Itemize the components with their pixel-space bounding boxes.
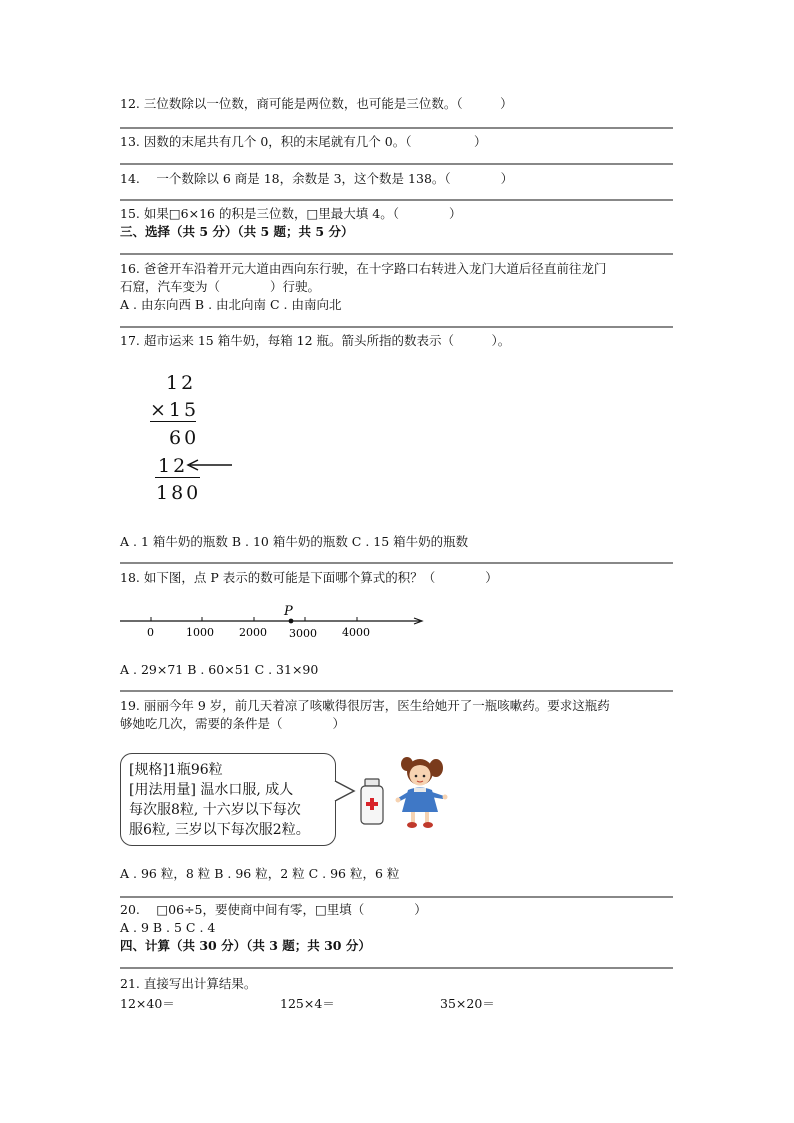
question-21: 21. 直接写出计算结果。 xyxy=(120,976,257,991)
number-line xyxy=(118,600,428,642)
divider xyxy=(120,326,673,328)
question-19-options: A . 96 粒，8 粒 B . 96 粒，2 粒 C . 96 粒，6 粒 xyxy=(120,866,400,881)
girl-illustration xyxy=(394,752,456,832)
question-20-options: A . 9 B . 5 C . 4 xyxy=(120,920,216,935)
divider xyxy=(120,896,673,898)
medicine-instructions-bubble xyxy=(120,753,336,846)
calc-exercise: 125×4＝ xyxy=(280,996,335,1011)
calc-underline xyxy=(150,421,196,422)
calc-row-product: 180 xyxy=(156,482,202,504)
divider xyxy=(120,967,673,969)
bubble-line: 服6粒, 三岁以下每次服2粒。 xyxy=(129,822,310,838)
medicine-bottle-icon xyxy=(358,778,388,826)
question-19-line1: 19. 丽丽今年 9 岁，前几天着凉了咳嗽得很厉害，医生给她开了一瓶咳嗽药。要求这瓶药 xyxy=(120,698,610,713)
calc-row-partial1: 60 xyxy=(169,427,200,449)
calc-row-partial2: 12 xyxy=(158,455,189,477)
calc-row-factor2: ×15 xyxy=(150,399,200,421)
question-16-line1: 16. 爸爸开车沿着开元大道由西向东行驶，在十字路口右转进入龙门大道后径直前往龙门 xyxy=(120,261,607,276)
tick-label: 4000 xyxy=(342,626,370,639)
point-p-marker xyxy=(289,619,294,624)
divider xyxy=(120,562,673,564)
calc-row-factor1: 12 xyxy=(166,372,197,394)
divider xyxy=(120,163,673,165)
bubble-line: [用法用量] 温水口服, 成人 xyxy=(129,782,294,798)
divider xyxy=(120,253,673,255)
tick-label: 1000 xyxy=(186,626,214,639)
calc-exercise: 12×40＝ xyxy=(120,996,175,1011)
calc-underline xyxy=(155,477,200,478)
section-heading-calculation: 四、计算（共 30 分）（共 3 题；共 30 分） xyxy=(120,938,371,953)
tick-label: 3000 xyxy=(289,627,317,640)
question-17-options: A . 1 箱牛奶的瓶数 B . 10 箱牛奶的瓶数 C . 15 箱牛奶的瓶数 xyxy=(120,534,469,549)
question-12: 12. 三位数除以一位数，商可能是两位数，也可能是三位数。（ ） xyxy=(120,96,513,111)
question-16-options: A . 由东向西 B . 由北向南 C . 由南向北 xyxy=(120,297,342,312)
question-17: 17. 超市运来 15 箱牛奶，每箱 12 瓶。箭头所指的数表示（ ）。 xyxy=(120,333,511,348)
point-label: P xyxy=(284,604,293,619)
question-14: 14. 一个数除以 6 商是 18，余数是 3，这个数是 138。（ ） xyxy=(120,171,514,186)
divider xyxy=(120,690,673,692)
question-18: 18. 如下图，点 P 表示的数可能是下面哪个算式的积？（ ） xyxy=(120,570,498,585)
question-16-line2: 石窟，汽车变为（ ）行驶。 xyxy=(120,279,321,294)
question-13: 13. 因数的末尾共有几个 0，积的末尾就有几个 0。（ ） xyxy=(120,134,487,149)
calc-exercise: 35×20＝ xyxy=(440,996,495,1011)
bubble-line: 每次服8粒, 十六岁以下每次 xyxy=(129,802,301,818)
question-20: 20. □06÷5，要使商中间有零，□里填（ ） xyxy=(120,902,427,917)
bubble-tail xyxy=(333,778,357,804)
tick-label: 0 xyxy=(147,626,154,639)
divider xyxy=(120,199,673,201)
tick-label: 2000 xyxy=(239,626,267,639)
arrow-left-icon xyxy=(184,458,234,472)
divider xyxy=(120,127,673,129)
section-heading-choice: 三、选择（共 5 分）（共 5 题；共 5 分） xyxy=(120,224,354,239)
question-19-line2: 够她吃几次，需要的条件是（ ） xyxy=(120,716,346,731)
question-15: 15. 如果□6×16 的积是三位数，□里最大填 4。（ ） xyxy=(120,206,462,221)
bubble-line: [规格]1瓶96粒 xyxy=(129,762,223,778)
question-18-options: A . 29×71 B . 60×51 C . 31×90 xyxy=(120,662,319,677)
